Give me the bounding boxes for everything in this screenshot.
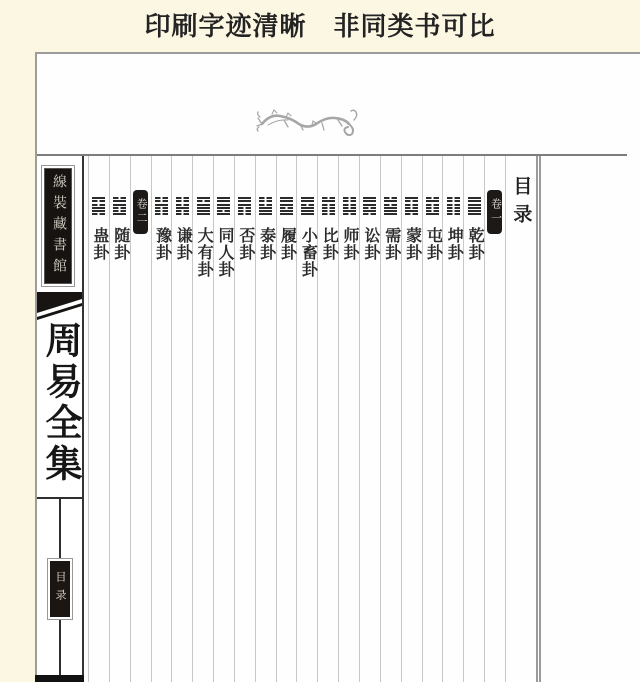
hexagram-name: 同人卦	[215, 226, 233, 278]
volume-badge-label: 卷一	[489, 198, 502, 226]
hexagram-name: 蒙卦	[403, 226, 421, 261]
hexagram-name: 坤卦	[445, 226, 463, 261]
spine-bottom-bar	[35, 675, 84, 682]
hexagram-icon	[197, 197, 210, 217]
hexagram-name: 屯卦	[424, 226, 442, 261]
toc-hexagram-column	[152, 156, 173, 682]
toc-hexagram-column	[235, 156, 256, 682]
hexagram-icon	[280, 197, 293, 217]
toc-hexagram-column	[464, 156, 485, 682]
spine-book-title: 周易全集	[39, 321, 80, 485]
hexagram-name: 随卦	[111, 226, 129, 261]
hexagram-name: 小畜卦	[299, 226, 317, 278]
toc-hexagram-column	[297, 156, 318, 682]
volume-badge	[133, 190, 148, 234]
dragon-ornament-icon	[255, 104, 367, 140]
hexagram-icon	[468, 197, 481, 217]
hexagram-name: 师卦	[341, 226, 359, 261]
hexagram-icon	[363, 197, 376, 217]
toc-hexagram-column	[110, 156, 131, 682]
hexagram-icon	[447, 197, 460, 217]
marketing-headline: 印刷字迹清晰 非同类书可比	[144, 12, 496, 41]
hexagram-name: 谦卦	[174, 226, 192, 261]
toc-hexagram-column	[381, 156, 402, 682]
series-label: 線裝藏書館	[51, 173, 66, 279]
toc-hexagram-column	[423, 156, 444, 682]
hexagram-name: 豫卦	[153, 226, 171, 261]
book-spine	[37, 156, 84, 682]
hexagram-icon	[405, 197, 418, 217]
hexagram-name: 泰卦	[257, 226, 275, 261]
hexagram-name: 否卦	[236, 226, 254, 261]
hexagram-icon	[238, 197, 251, 217]
hexagram-icon	[322, 197, 335, 217]
hexagram-icon	[113, 197, 126, 217]
hexagram-icon	[343, 197, 356, 217]
hexagram-name: 乾卦	[466, 226, 484, 261]
hexagram-icon	[92, 197, 105, 217]
series-seal-box	[41, 165, 75, 287]
hexagram-name: 讼卦	[361, 226, 379, 261]
hexagram-icon	[259, 197, 272, 217]
toc-volume-column	[485, 156, 506, 682]
hexagram-icon	[176, 197, 189, 217]
toc-volume-column	[131, 156, 152, 682]
toc-hexagram-column	[89, 156, 110, 682]
toc-header-column	[506, 156, 536, 682]
hexagram-icon	[217, 197, 230, 217]
hexagram-icon	[426, 197, 439, 217]
hexagram-icon	[155, 197, 168, 217]
hexagram-name: 需卦	[382, 226, 400, 261]
hexagram-name: 大有卦	[195, 226, 213, 278]
hexagram-name: 比卦	[320, 226, 338, 261]
toc-hexagram-column	[402, 156, 423, 682]
book-page	[35, 52, 640, 682]
hexagram-name: 履卦	[278, 226, 296, 261]
hexagram-icon	[384, 197, 397, 217]
volume-badge	[487, 190, 502, 234]
spine-contents-label: 目录	[54, 571, 66, 607]
toc-hexagram-column	[443, 156, 464, 682]
toc-hexagram-column	[360, 156, 381, 682]
toc-header: 目录	[510, 176, 532, 232]
toc-hexagram-column	[339, 156, 360, 682]
toc-hexagram-column	[193, 156, 214, 682]
hexagram-icon	[301, 197, 314, 217]
toc-hexagram-column	[318, 156, 339, 682]
toc-hexagram-column	[214, 156, 235, 682]
hexagram-name: 蛊卦	[90, 226, 108, 261]
toc-hexagram-column	[172, 156, 193, 682]
toc-hexagram-column	[277, 156, 298, 682]
contents-table	[88, 156, 541, 682]
toc-hexagram-column	[256, 156, 277, 682]
spine-contents-tab	[47, 558, 73, 620]
volume-badge-label: 卷二	[135, 198, 148, 226]
